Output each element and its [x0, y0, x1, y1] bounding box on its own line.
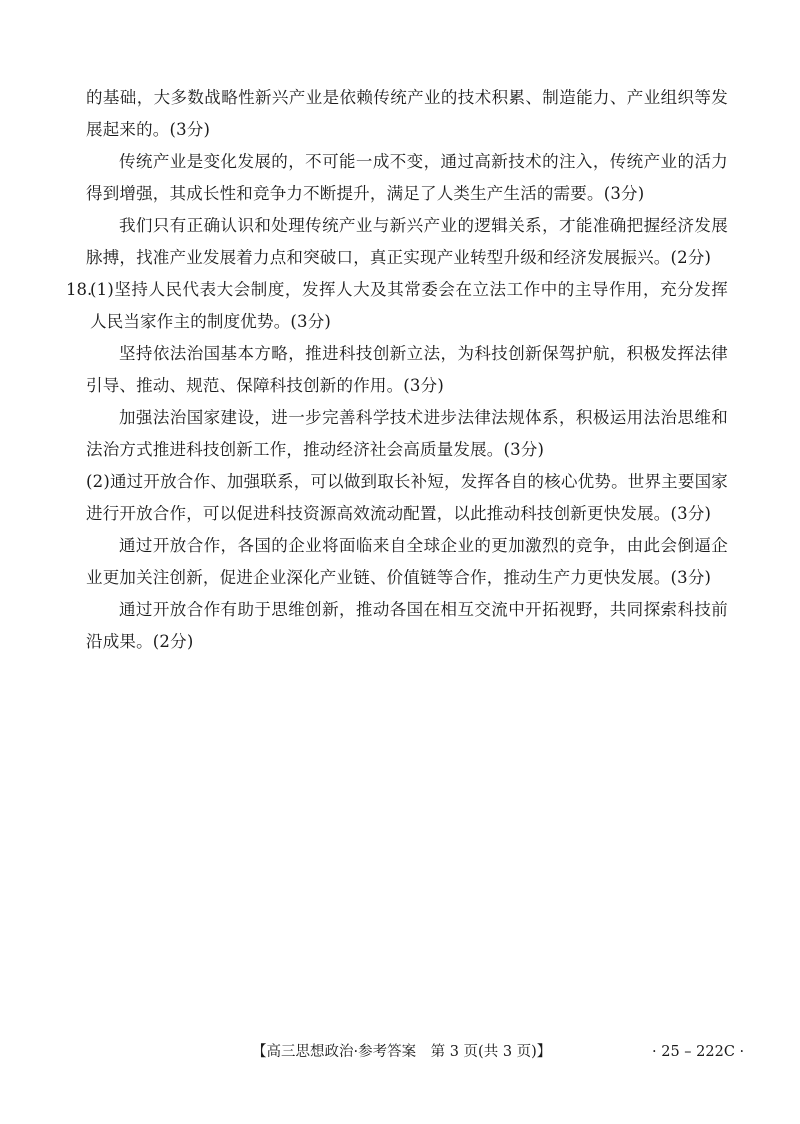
paragraph-6: 加强法治国家建设，进一步完善科学技术进步法律法规体系，积极运用法治思维和法治方式推进科技创新工作，推动经济社会高质量发展。(3分): [86, 408, 728, 459]
paragraph-2: 传统产业是变化发展的，不可能一成不变，通过高新技术的注入，传统产业的活力得到增强，其成长性和竞争力不断提升，满足了人类生产生活的需要。(3分): [86, 152, 728, 203]
exam-code: · 25 – 222C ·: [652, 1044, 745, 1060]
paragraph-1: 的基础，大多数战略性新兴产业是依赖传统产业的技术积累、制造能力、产业组织等发展起来的。(3分): [86, 88, 728, 139]
paragraph-5: 坚持依法治国基本方略，推进科技创新立法，为科技创新保驾护航，积极发挥法律引导、推动、规范、保障科技创新的作用。(3分): [86, 344, 728, 395]
paragraph-9: 通过开放合作有助于思维创新，推动各国在相互交流中开拓视野，共同探索科技前沿成果。(2分): [86, 600, 728, 651]
paragraph-8: 通过开放合作，各国的企业将面临来自全球企业的更加激烈的竞争，由此会倒逼企业更加关注创新，促进企业深化产业链、价值链等合作，推动生产力更快发展。(3分): [86, 536, 728, 587]
paragraph-q18-part1: (1)坚持人民代表大会制度，发挥人大及其常委会在立法工作中的主导作用，充分发挥人民当家作主的制度优势。(3分): [90, 280, 728, 331]
paragraph-q18-part2: (2)通过开放合作、加强联系，可以做到取长补短，发挥各自的核心优势。世界主要国家进行开放合作，可以促进科技资源高效流动配置，以此推动科技创新更快发展。(3分): [86, 472, 728, 523]
paragraph-3: 我们只有正确认识和处理传统产业与新兴产业的逻辑关系，才能准确把握经济发展脉搏，找准产业发展着力点和突破口，真正实现产业转型升级和经济发展振兴。(2分): [86, 216, 728, 267]
page-footer: 【高三思想政治·参考答案 第 3 页(共 3 页)】: [252, 1044, 552, 1060]
question-number: 18.: [66, 280, 93, 299]
